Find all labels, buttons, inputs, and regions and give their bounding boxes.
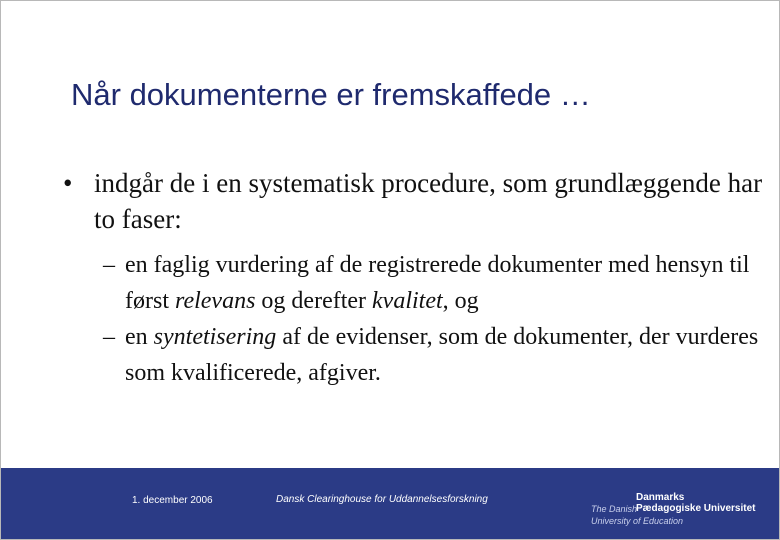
sub-dash: – (103, 252, 115, 278)
footer-date: 1. december 2006 (132, 495, 213, 506)
logo-text-university-english: University of Education (591, 516, 684, 526)
bullet-item (63, 165, 763, 237)
sub-text-part: , og (442, 288, 479, 314)
sub-emphasis-syntetisering: syntetisering (153, 324, 277, 350)
university-logo (591, 492, 761, 532)
logo-text-university-name: Pædagogiske Universitet (636, 503, 756, 514)
sub-dash: – (103, 324, 115, 350)
sub-item-syntetisering (103, 319, 763, 391)
slide-title: Når dokumenterne er fremskaffede … (71, 77, 591, 112)
logo-text-danmarks: Danmarks (636, 492, 685, 503)
sub-list (63, 247, 763, 391)
slide-content (63, 165, 763, 391)
sub-text-part: af de evidenser, som de dokumenter, der vurderes som kvalificerede, afgiver. (125, 324, 759, 386)
sub-text-part: en faglig vurdering af de registrerede dokumenter med hensyn til først (125, 252, 750, 314)
sub-text-part: og derefter (255, 288, 373, 314)
footer-bar (1, 468, 780, 540)
sub-text-part: en (125, 324, 154, 350)
footer-organization: Dansk Clearinghouse for Uddannelsesforskning (276, 494, 488, 505)
sub-emphasis-kvalitet: kvalitet (372, 288, 443, 314)
bullet-text: indgår de i en systematisk procedure, som grundlæggende har to faser: (94, 168, 763, 234)
sub-item-vurdering (103, 247, 763, 319)
logo-text-the-danish: The Danish (591, 504, 638, 514)
sub-emphasis-relevans: relevans (175, 288, 256, 314)
bullet-mark: • (63, 168, 73, 198)
